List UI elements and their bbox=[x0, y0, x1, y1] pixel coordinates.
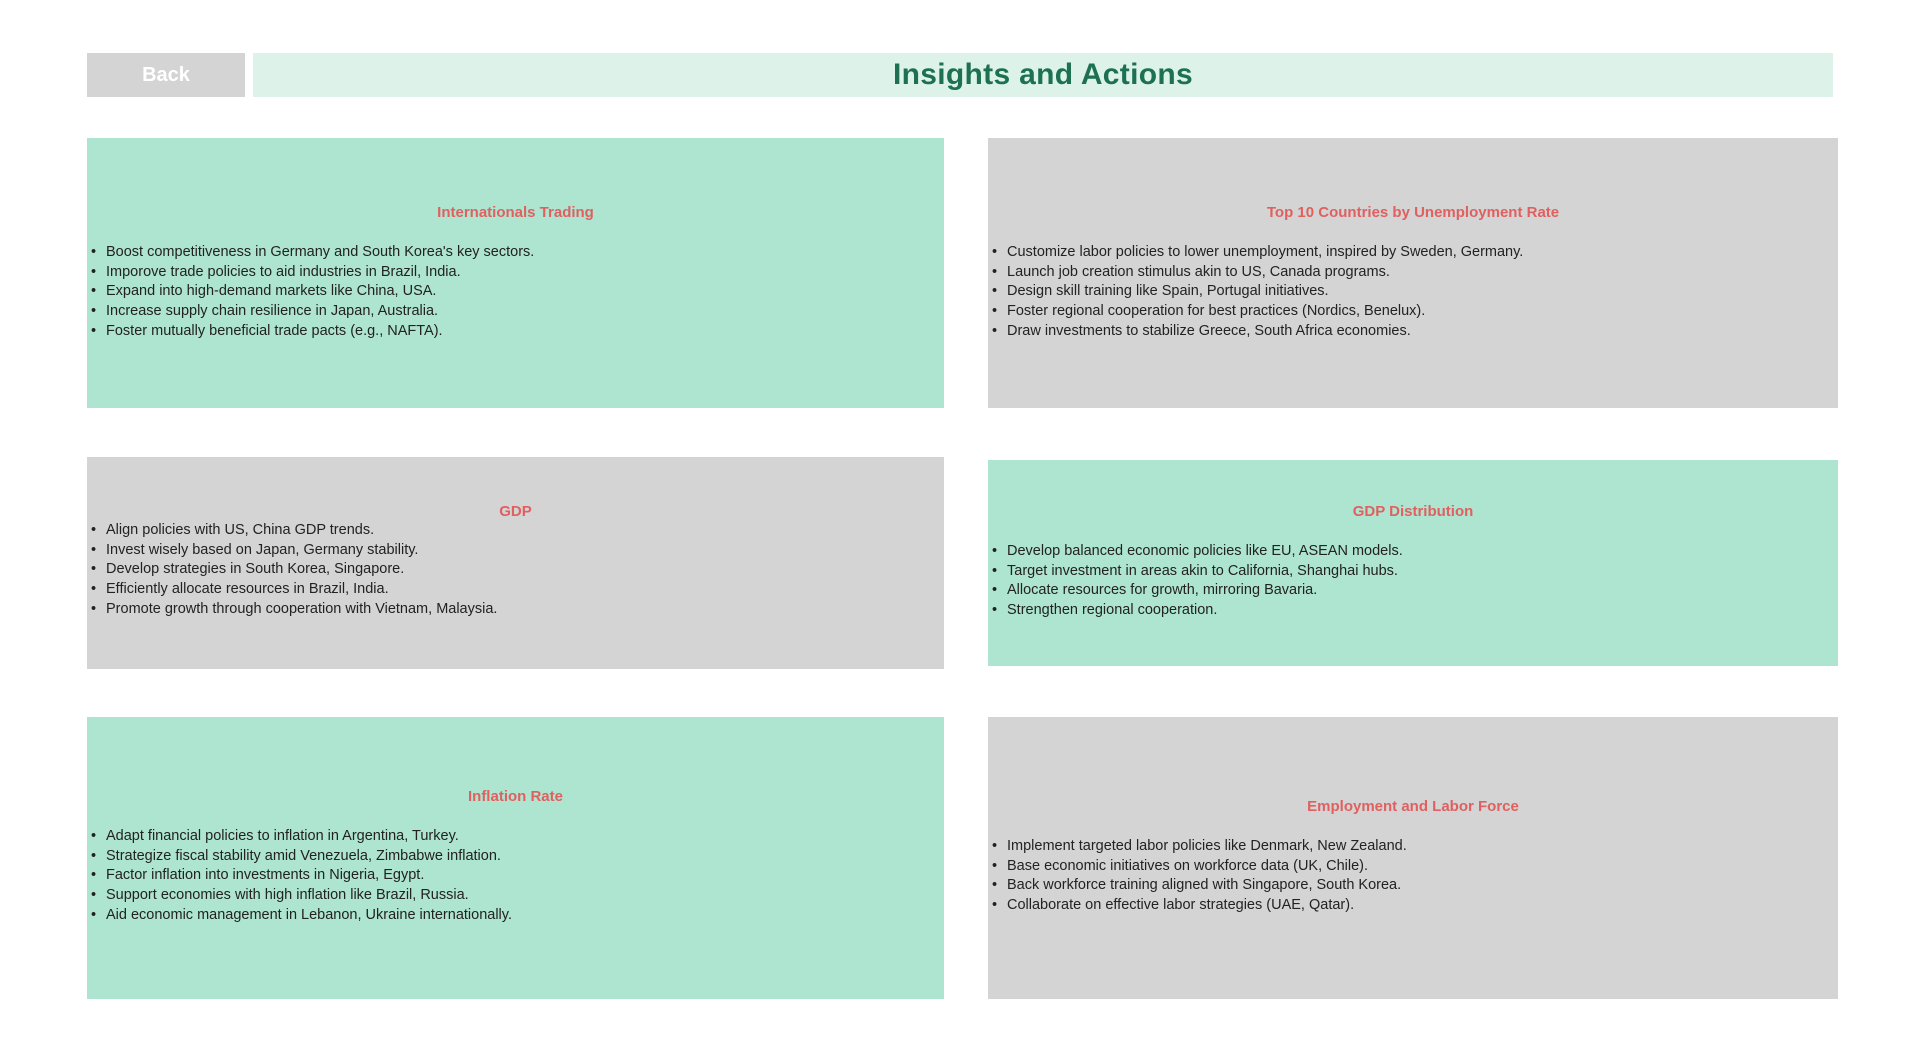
card-gdp bbox=[87, 457, 944, 669]
list-item: • Align policies with US, China GDP trends. bbox=[87, 521, 944, 541]
list-item: • Invest wisely based on Japan, Germany stability. bbox=[87, 541, 944, 561]
list-item: • Draw investments to stabilize Greece, South Africa economies. bbox=[988, 322, 1838, 342]
list-item: • Develop strategies in South Korea, Singapore. bbox=[87, 560, 944, 580]
list-item: • Foster mutually beneficial trade pacts (e.g., NAFTA). bbox=[87, 322, 944, 342]
list-item: • Customize labor policies to lower unemployment, inspired by Sweden, Germany. bbox=[988, 243, 1838, 263]
list-item: • Back workforce training aligned with Singapore, South Korea. bbox=[988, 876, 1838, 896]
list-item: • Foster regional cooperation for best practices (Nordics, Benelux). bbox=[988, 302, 1838, 322]
card-title: Internationals Trading bbox=[437, 204, 594, 221]
card-gdp-distribution bbox=[988, 460, 1838, 666]
list-item: • Promote growth through cooperation with Vietnam, Malaysia. bbox=[87, 600, 944, 620]
list-item: • Factor inflation into investments in Nigeria, Egypt. bbox=[87, 866, 944, 886]
card-title: GDP Distribution bbox=[1352, 503, 1474, 520]
back-button[interactable]: Back bbox=[87, 53, 245, 97]
title-bar bbox=[253, 53, 1833, 97]
card-title: Inflation Rate bbox=[467, 788, 563, 805]
card-internationals-trading bbox=[87, 138, 944, 408]
list-item: • Implement targeted labor policies like Denmark, New Zealand. bbox=[988, 837, 1838, 857]
list-item: • Imporove trade policies to aid industries in Brazil, India. bbox=[87, 263, 944, 283]
list-item: • Boost competitiveness in Germany and South Korea's key sectors. bbox=[87, 243, 944, 263]
card-title: Top 10 Countries by Unemployment Rate bbox=[1266, 204, 1560, 221]
list-item: • Increase supply chain resilience in Japan, Australia. bbox=[87, 302, 944, 322]
list-item: • Design skill training like Spain, Portugal initiatives. bbox=[988, 282, 1838, 302]
card-title: GDP bbox=[499, 503, 532, 520]
card-employment-labor-force bbox=[988, 717, 1838, 999]
card-inflation-rate bbox=[87, 717, 944, 999]
list-item: • Aid economic management in Lebanon, Ukraine internationally. bbox=[87, 906, 944, 926]
list-item: • Support economies with high inflation like Brazil, Russia. bbox=[87, 886, 944, 906]
card-unemployment-rate bbox=[988, 138, 1838, 408]
card-title: Employment and Labor Force bbox=[1307, 798, 1519, 815]
list-item: • Target investment in areas akin to California, Shanghai hubs. bbox=[988, 562, 1838, 582]
list-item: • Strategize fiscal stability amid Venezuela, Zimbabwe inflation. bbox=[87, 847, 944, 867]
list-item: • Collaborate on effective labor strategies (UAE, Qatar). bbox=[988, 896, 1838, 916]
list-item: • Adapt financial policies to inflation in Argentina, Turkey. bbox=[87, 827, 944, 847]
insight-list bbox=[988, 542, 1838, 621]
list-item: • Base economic initiatives on workforce data (UK, Chile). bbox=[988, 857, 1838, 877]
list-item: • Strengthen regional cooperation. bbox=[988, 601, 1838, 621]
insight-list bbox=[988, 837, 1838, 916]
list-item: • Efficiently allocate resources in Brazil, India. bbox=[87, 580, 944, 600]
insight-list bbox=[87, 243, 944, 342]
insight-list bbox=[87, 521, 944, 620]
list-item: • Allocate resources for growth, mirroring Bavaria. bbox=[988, 581, 1838, 601]
list-item: • Expand into high-demand markets like China, USA. bbox=[87, 282, 944, 302]
list-item: • Launch job creation stimulus akin to US, Canada programs. bbox=[988, 263, 1838, 283]
list-item: • Develop balanced economic policies like EU, ASEAN models. bbox=[988, 542, 1838, 562]
page-title: Insights and Actions bbox=[893, 58, 1193, 91]
insight-list bbox=[988, 243, 1838, 342]
insight-list bbox=[87, 827, 944, 926]
